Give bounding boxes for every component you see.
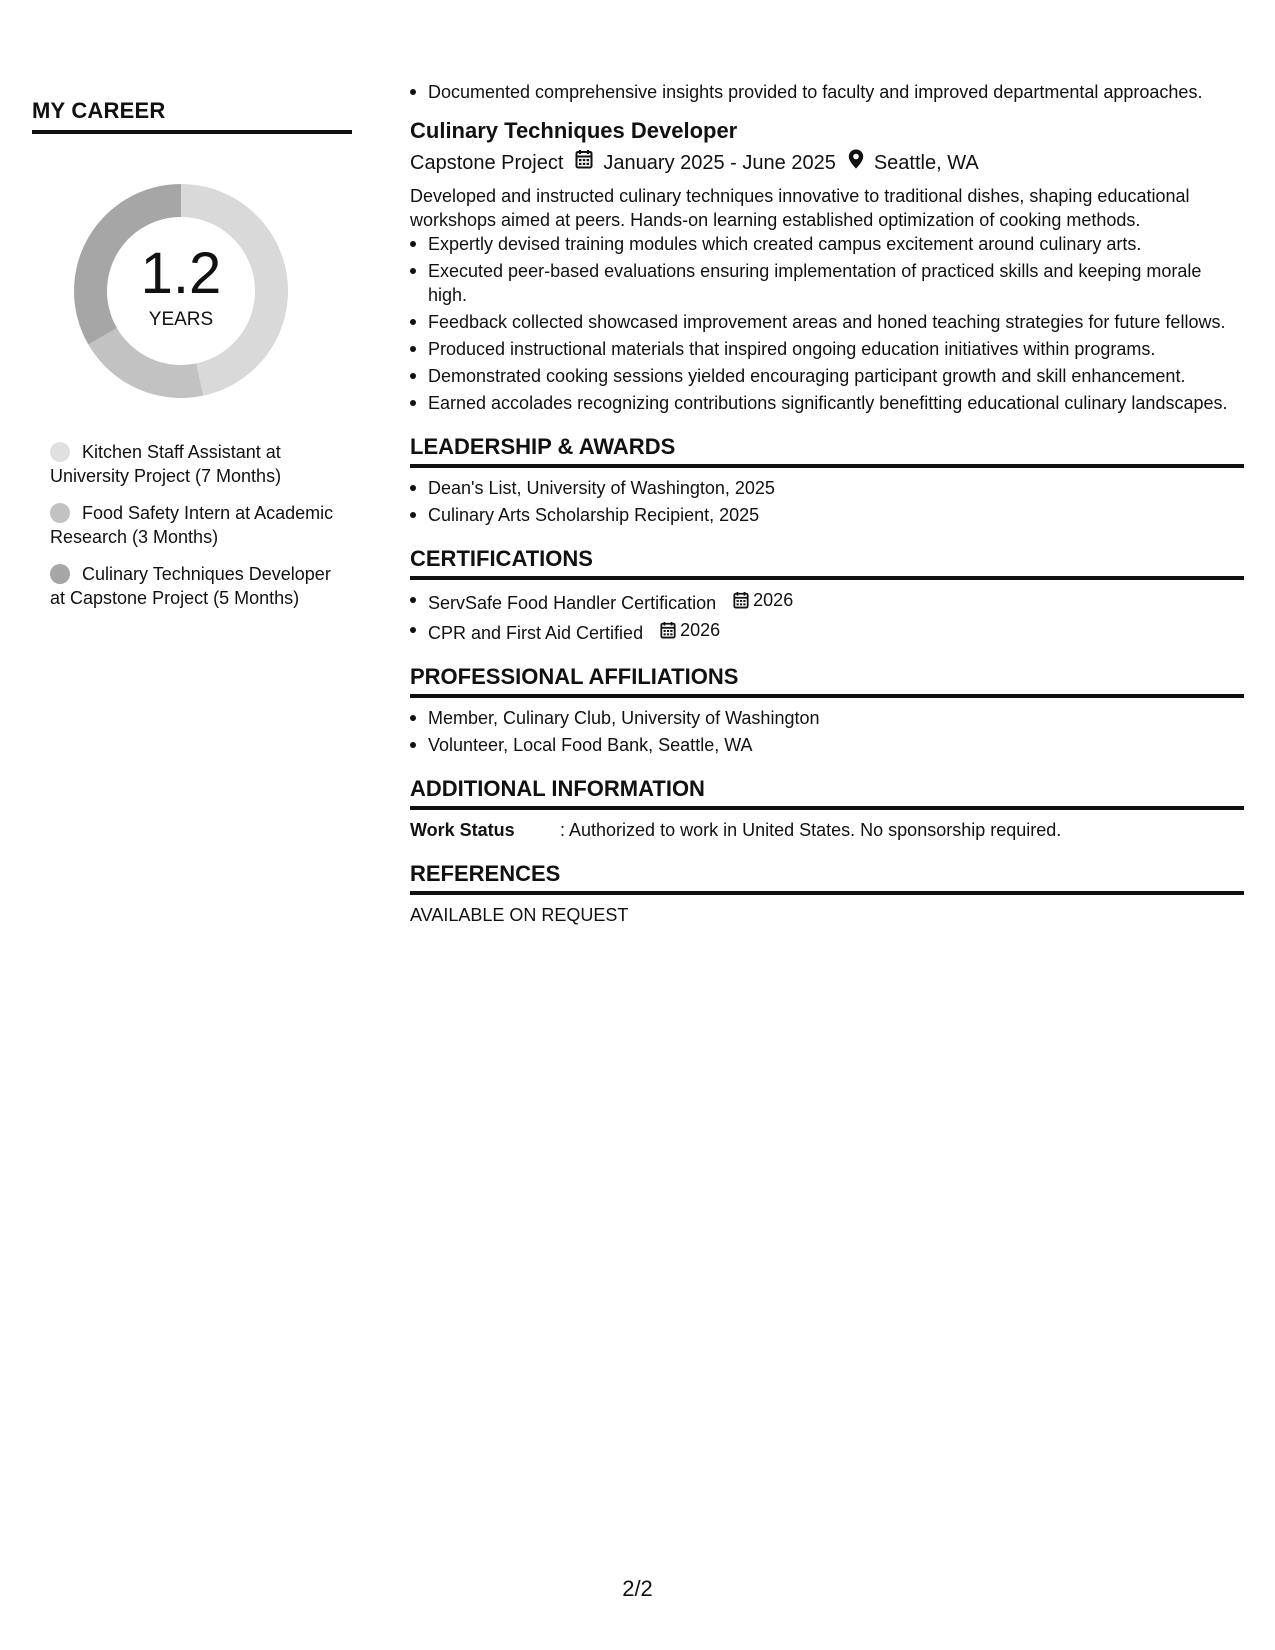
- page-number: 2/2: [622, 1576, 653, 1601]
- additional-info-section-title: ADDITIONAL INFORMATION: [410, 775, 1244, 810]
- legend-item: [50, 562, 340, 610]
- certification-year-text: 2026: [753, 590, 794, 610]
- legend-dot: [50, 503, 70, 523]
- work-status-row: [410, 818, 1244, 842]
- career-section-title: MY CAREER: [32, 98, 352, 134]
- calendar-icon: [660, 621, 676, 639]
- bullet-item: Expertly devised training modules which created campus excitement around culinary arts.: [410, 232, 1244, 256]
- certifications-list: [410, 588, 1244, 645]
- legend-item: [50, 440, 340, 488]
- award-item: Dean's List, University of Washington, 2025: [410, 476, 1244, 500]
- certification-year-text: 2026: [680, 620, 721, 640]
- references-text: AVAILABLE ON REQUEST: [410, 905, 629, 925]
- certifications-section-title: CERTIFICATIONS: [410, 545, 1244, 580]
- main-content: [410, 80, 1244, 927]
- work-status-value: : Authorized to work in United States. No sponsorship required.: [560, 820, 1062, 840]
- award-item: Culinary Arts Scholarship Recipient, 2025: [410, 503, 1244, 527]
- job-location: Seattle, WA: [873, 152, 979, 174]
- bullet-item: Produced instructional materials that inspired ongoing education initiatives within programs.: [410, 337, 1244, 361]
- bullet-item: Feedback collected showcased improvement areas and honed teaching strategies for future fellows.: [410, 310, 1244, 334]
- career-legend: [50, 440, 340, 610]
- donut-center: [66, 176, 296, 406]
- certification-year: [733, 588, 793, 612]
- legend-item: [50, 501, 340, 549]
- awards-list: [410, 476, 1244, 527]
- career-donut-chart: [66, 176, 296, 406]
- job-dates: January 2025 - June 2025: [603, 152, 836, 174]
- job-meta: [410, 148, 1244, 178]
- references-section-title: REFERENCES: [410, 860, 1244, 895]
- bullet-item: Documented comprehensive insights provided to faculty and improved departmental approaches.: [410, 80, 1244, 104]
- career-sidebar: [32, 98, 352, 623]
- legend-label: Kitchen Staff Assistant at University Project (7 Months): [50, 442, 282, 486]
- job-company: Capstone Project: [410, 152, 564, 174]
- career-years-value: 1.2: [140, 241, 222, 306]
- job-title: Culinary Techniques Developer: [410, 118, 738, 143]
- affiliation-item: Volunteer, Local Food Bank, Seattle, WA: [410, 733, 1244, 757]
- affiliations-section-title: PROFESSIONAL AFFILIATIONS: [410, 663, 1244, 698]
- affiliations-list: [410, 706, 1244, 757]
- certification-name: ServSafe Food Handler Certification: [428, 593, 717, 613]
- legend-label: Culinary Techniques Developer at Capstone Project (5 Months): [50, 564, 331, 608]
- job-description: Developed and instructed culinary techniques innovative to traditional dishes, shaping educational workshops aimed at peers. Hands-on learning established optimization of cooking methods.: [410, 186, 1190, 230]
- certification-name: CPR and First Aid Certified: [428, 623, 644, 643]
- certification-year: [660, 618, 720, 642]
- calendar-icon: [575, 148, 593, 178]
- previous-job-bullets: [410, 80, 1244, 104]
- certification-item: [410, 588, 1244, 615]
- work-status-label: Work Status: [410, 820, 515, 840]
- certification-item: [410, 618, 1244, 645]
- legend-dot: [50, 442, 70, 462]
- legend-dot: [50, 564, 70, 584]
- career-years-unit: YEARS: [148, 309, 214, 330]
- bullet-item: Executed peer-based evaluations ensuring implementation of practiced skills and keeping morale high.: [410, 259, 1244, 307]
- job-bullets: [410, 232, 1244, 415]
- awards-section-title: LEADERSHIP & AWARDS: [410, 433, 1244, 468]
- bullet-item: Earned accolades recognizing contributions significantly benefitting educational culinary landscapes.: [410, 391, 1244, 415]
- location-pin-icon: [848, 148, 864, 178]
- calendar-icon: [733, 591, 749, 609]
- bullet-item: Demonstrated cooking sessions yielded encouraging participant growth and skill enhancement.: [410, 364, 1244, 388]
- affiliation-item: Member, Culinary Club, University of Washington: [410, 706, 1244, 730]
- legend-label: Food Safety Intern at Academic Research (3 Months): [50, 503, 334, 547]
